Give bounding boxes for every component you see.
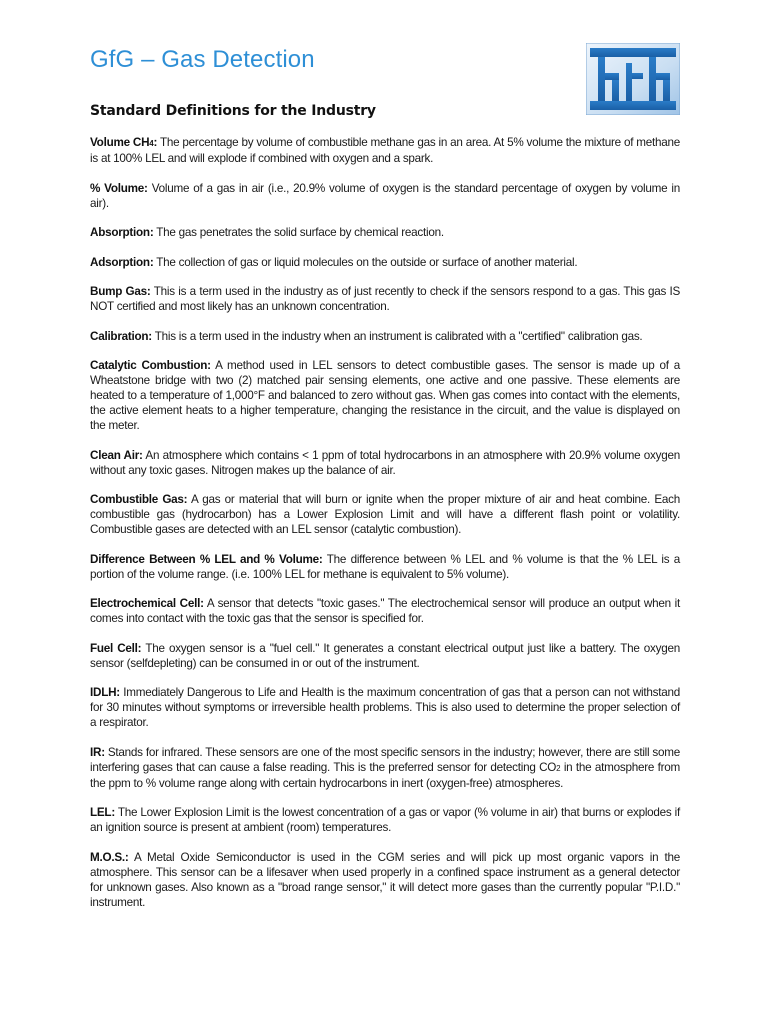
definition-ir xyxy=(90,745,680,791)
definition-term: Electrochemical Cell: xyxy=(90,597,204,610)
definition-term: Volume CH4: xyxy=(90,136,158,149)
definition-text: Stands for infrared. These sensors are one of the most specific sensors in the industry; however, there are still some interfering gases that can cause a false reading. This is the preferred sensor for detecting CO2 in the atmosphere from the ppm to % volume range along with certain hydrocarbons in inert (oxygen-free) atmospheres. xyxy=(90,745,680,790)
definition-term: LEL: xyxy=(90,806,115,819)
definition-calibration xyxy=(90,329,680,344)
page-title: GfG – Gas Detection xyxy=(90,46,315,73)
definition-text: A gas or material that will burn or ignite when the proper mixture of air and heat combine. Each combustible gas (hydrocarbon) has a Lower Explosion Limit and will have a different flash point or volatility. Combustible gases are detected with an LEL sensor (catalytic combustion). xyxy=(90,493,680,536)
definition-text: The gas penetrates the solid surface by chemical reaction. xyxy=(156,226,444,239)
definition-term: Clean Air: xyxy=(90,448,143,462)
definition-term: Absorption: xyxy=(90,226,154,239)
gfg-logo xyxy=(586,43,680,115)
definition-term: M.O.S.: xyxy=(90,850,129,864)
definition-text: Immediately Dangerous to Life and Health is the maximum concentration of gas that a person can not withstand for 30 minutes without symptoms or irreversible health problems. This is also used to determine the proper selection of a respirator. xyxy=(90,686,680,729)
definition-text: A sensor that detects "toxic gases." The electrochemical sensor will produce an output when it comes into contact with the toxic gas that the sensor is specified for. xyxy=(90,597,680,625)
definition-absorption xyxy=(90,225,680,240)
definition-text: The collection of gas or liquid molecules on the outside or surface of another material. xyxy=(156,255,578,269)
definition-term: IDLH: xyxy=(90,686,120,699)
definition-text: This is a term used in the industry as of just recently to check if the sensors respond to a gas. This gas IS NOT certified and most likely has an unknown concentration. xyxy=(90,285,681,313)
definition-text: A Metal Oxide Semiconductor is used in the CGM series and will pick up most organic vapors in the atmosphere. This sensor can be a lifesaver when used properly in a confined space instrument as a general detector for unknown gases. Also known as a "broad range sensor," it will detect more gases than the currently popular "P.I.D." instrument. xyxy=(90,850,680,909)
definition-term: Calibration: xyxy=(90,329,152,343)
definition-term: Bump Gas: xyxy=(90,285,151,298)
definition-electrochemical-cell xyxy=(90,596,680,626)
definition-text: A method used in LEL sensors to detect combustible gases. The sensor is made up of a Wheatstone bridge with two (2) matched pair sensing elements, one active and one passive. These elements are heated to a temperature of 1,000°F and balanced to zero without gas. When gas comes into contact with the elements, the active element heats to a higher temperature, changing the resistance in the circuit, and the value is displayed on the meter. xyxy=(90,359,680,432)
definitions-list xyxy=(90,135,680,924)
definition-catalytic-combustion xyxy=(90,358,680,433)
definition-term: IR: xyxy=(90,745,105,759)
gfg-logo-icon xyxy=(586,43,680,115)
definition-lel-vs-volume xyxy=(90,552,680,582)
definition-text: Volume of a gas in air (i.e., 20.9% volume of oxygen is the standard percentage of oxygen by volume in air). xyxy=(90,181,680,210)
definition-combustible-gas xyxy=(90,492,680,537)
definition-text: The oxygen sensor is a "fuel cell." It generates a constant electrical output just like a battery. The oxygen sensor (selfdepleting) can be consumed in or out of the instrument. xyxy=(90,641,680,670)
definition-term: Difference Between % LEL and % Volume: xyxy=(90,552,323,566)
definition-volume-ch4 xyxy=(90,135,680,166)
definition-idlh xyxy=(90,685,680,730)
definition-text: The difference between % LEL and % volume is that the % LEL is a portion of the volume range. (i.e. 100% LEL for methane is equivalent to 5% volume). xyxy=(90,552,680,581)
definition-mos xyxy=(90,850,680,910)
definition-fuel-cell xyxy=(90,641,680,671)
definition-term: Fuel Cell: xyxy=(90,641,142,655)
page-subtitle: Standard Definitions for the Industry xyxy=(90,103,376,119)
definition-percent-volume xyxy=(90,181,680,211)
definition-bump-gas xyxy=(90,284,680,314)
definition-term: Catalytic Combustion: xyxy=(90,359,211,372)
definition-clean-air xyxy=(90,448,680,478)
definition-adsorption xyxy=(90,255,680,270)
definition-text: The Lower Explosion Limit is the lowest concentration of a gas or vapor (% volume in air) that burns or explodes if an ignition source is present at ambient (room) temperatures. xyxy=(90,806,680,834)
definition-term: Combustible Gas: xyxy=(90,493,188,506)
definition-text: This is a term used in the industry when an instrument is calibrated with a "certified" calibration gas. xyxy=(154,329,643,343)
definition-text: An atmosphere which contains < 1 ppm of total hydrocarbons in an atmosphere with 20.9% volume oxygen without any toxic gases. Nitrogen makes up the balance of air. xyxy=(90,448,680,477)
definition-term: % Volume: xyxy=(90,181,148,195)
definition-lel xyxy=(90,805,680,835)
definition-term: Adsorption: xyxy=(90,255,154,269)
definition-text: The percentage by volume of combustible methane gas in an area. At 5% volume the mixture of methane is at 100% LEL and will explode if combined with oxygen and a spark. xyxy=(90,136,680,165)
